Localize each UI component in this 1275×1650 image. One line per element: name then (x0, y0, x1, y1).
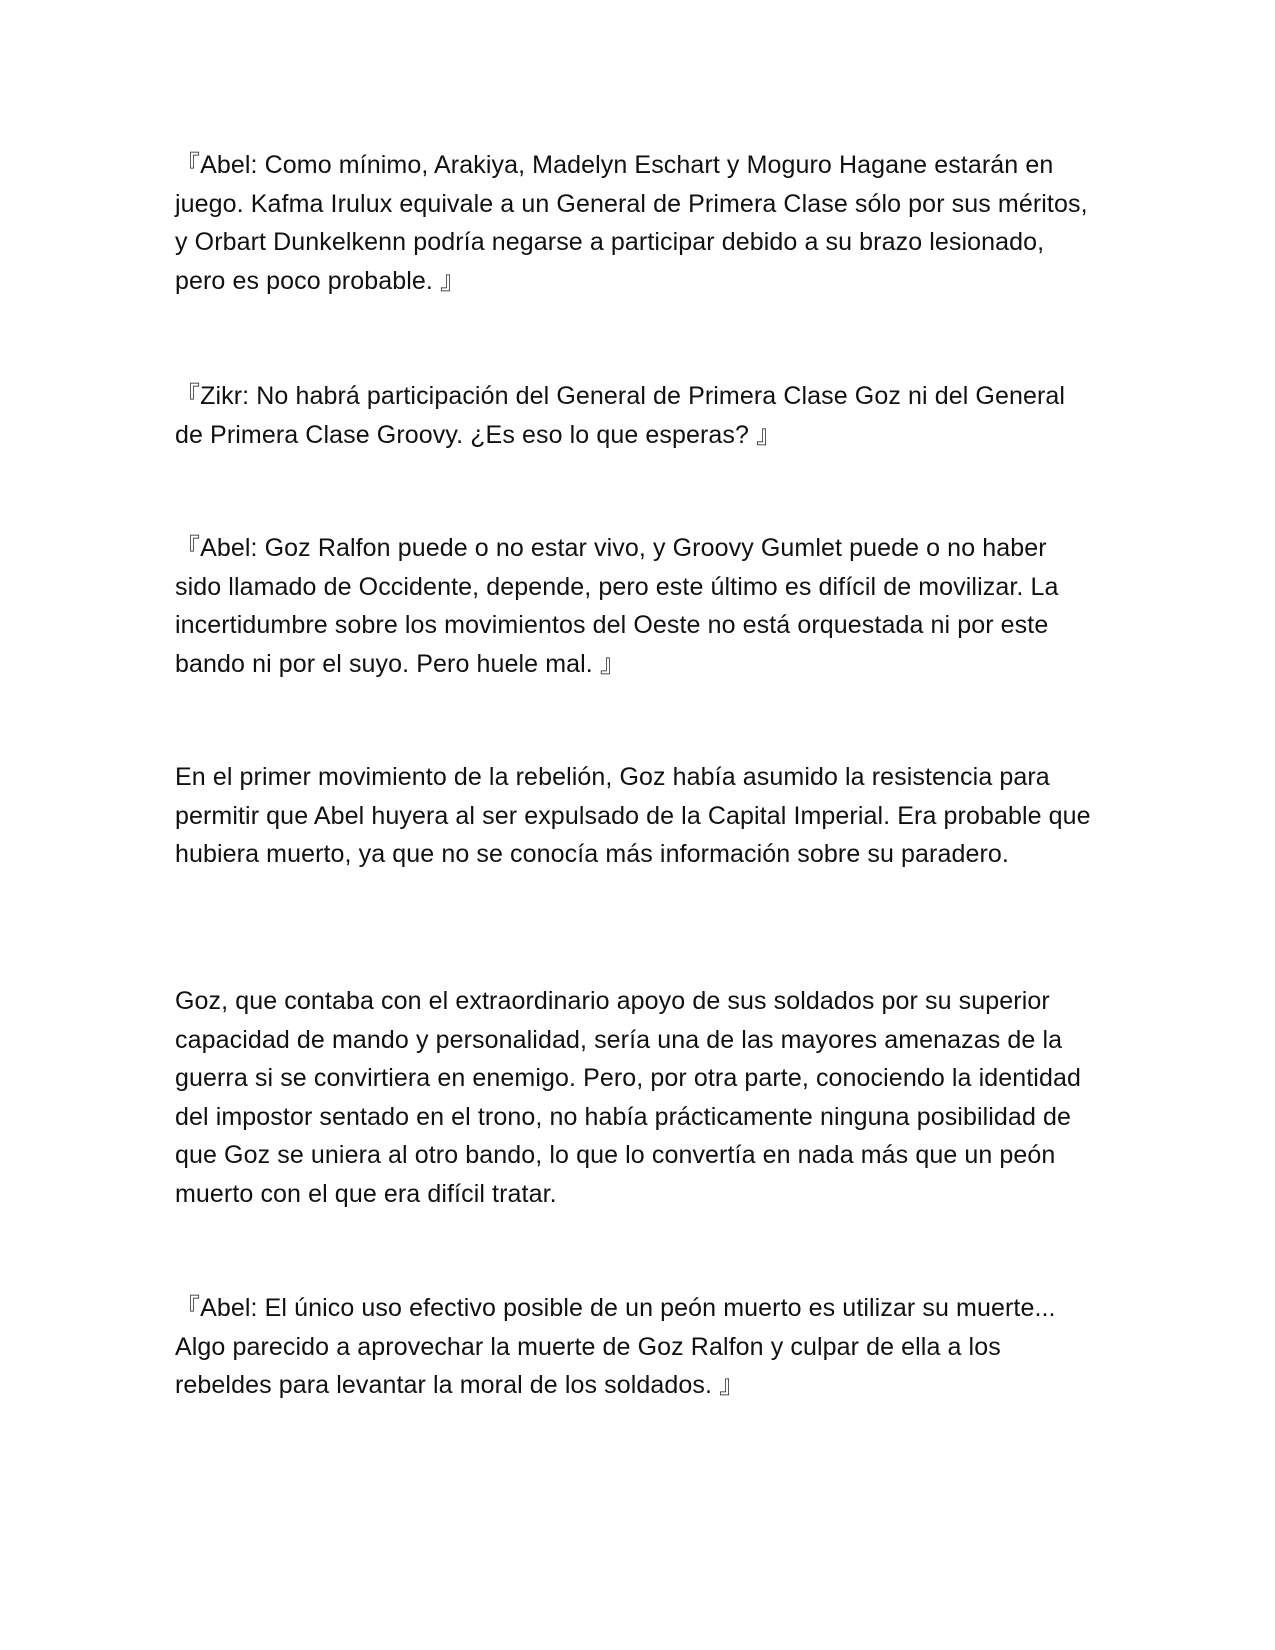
paragraph-abel-dialogue-3: 『Abel: El único uso efectivo posible de un peón muerto es utilizar su muerte... Algo parecido a aprovechar la muerte de Goz Ralfon y culpar de ella a los rebeldes para levantar la moral de los soldados. 』 (175, 1294, 1056, 1399)
paragraph-abel-dialogue-2: 『Abel: Goz Ralfon puede o no estar vivo, y Groovy Gumlet puede o no haber sido llamado de Occidente, depende, pero este último es difícil de movilizar. La incertidumbre sobre los movimientos del Oeste no está orquestada ni por este bando ni por el suyo. Pero huele mal. 』 (175, 534, 1059, 678)
paragraph-narration-2: Goz, que contaba con el extraordinario apoyo de sus soldados por su superior capacidad de mando y personalidad, sería una de las mayores amenazas de la guerra si se convirtiera en enemigo. Pero, por otra parte, conociendo la identidad del impostor sentado en el trono, no había prácticamente ninguna posibilidad de que Goz se uniera al otro bando, lo que lo convertía en nada más que un peón muerto con el que era difícil tratar. (175, 987, 1081, 1208)
paragraph-zikr-dialogue: 『Zikr: No habrá participación del General de Primera Clase Goz ni del General de Primera Clase Groovy. ¿Es eso lo que esperas? 』 (175, 382, 1066, 449)
paragraph-narration-1: En el primer movimiento de la rebelión, Goz había asumido la resistencia para permitir que Abel huyera al ser expulsado de la Capital Imperial. Era probable que hubiera muerto, ya que no se conocía más información sobre su paradero. (175, 763, 1091, 868)
paragraph-abel-dialogue-1: 『Abel: Como mínimo, Arakiya, Madelyn Eschart y Moguro Hagane estarán en juego. Kafma Irulux equivale a un General de Primera Clase sólo por sus méritos, y Orbart Dunkelkenn podría negarse a participar debido a su brazo lesionado, pero es poco probable. 』 (175, 151, 1088, 295)
